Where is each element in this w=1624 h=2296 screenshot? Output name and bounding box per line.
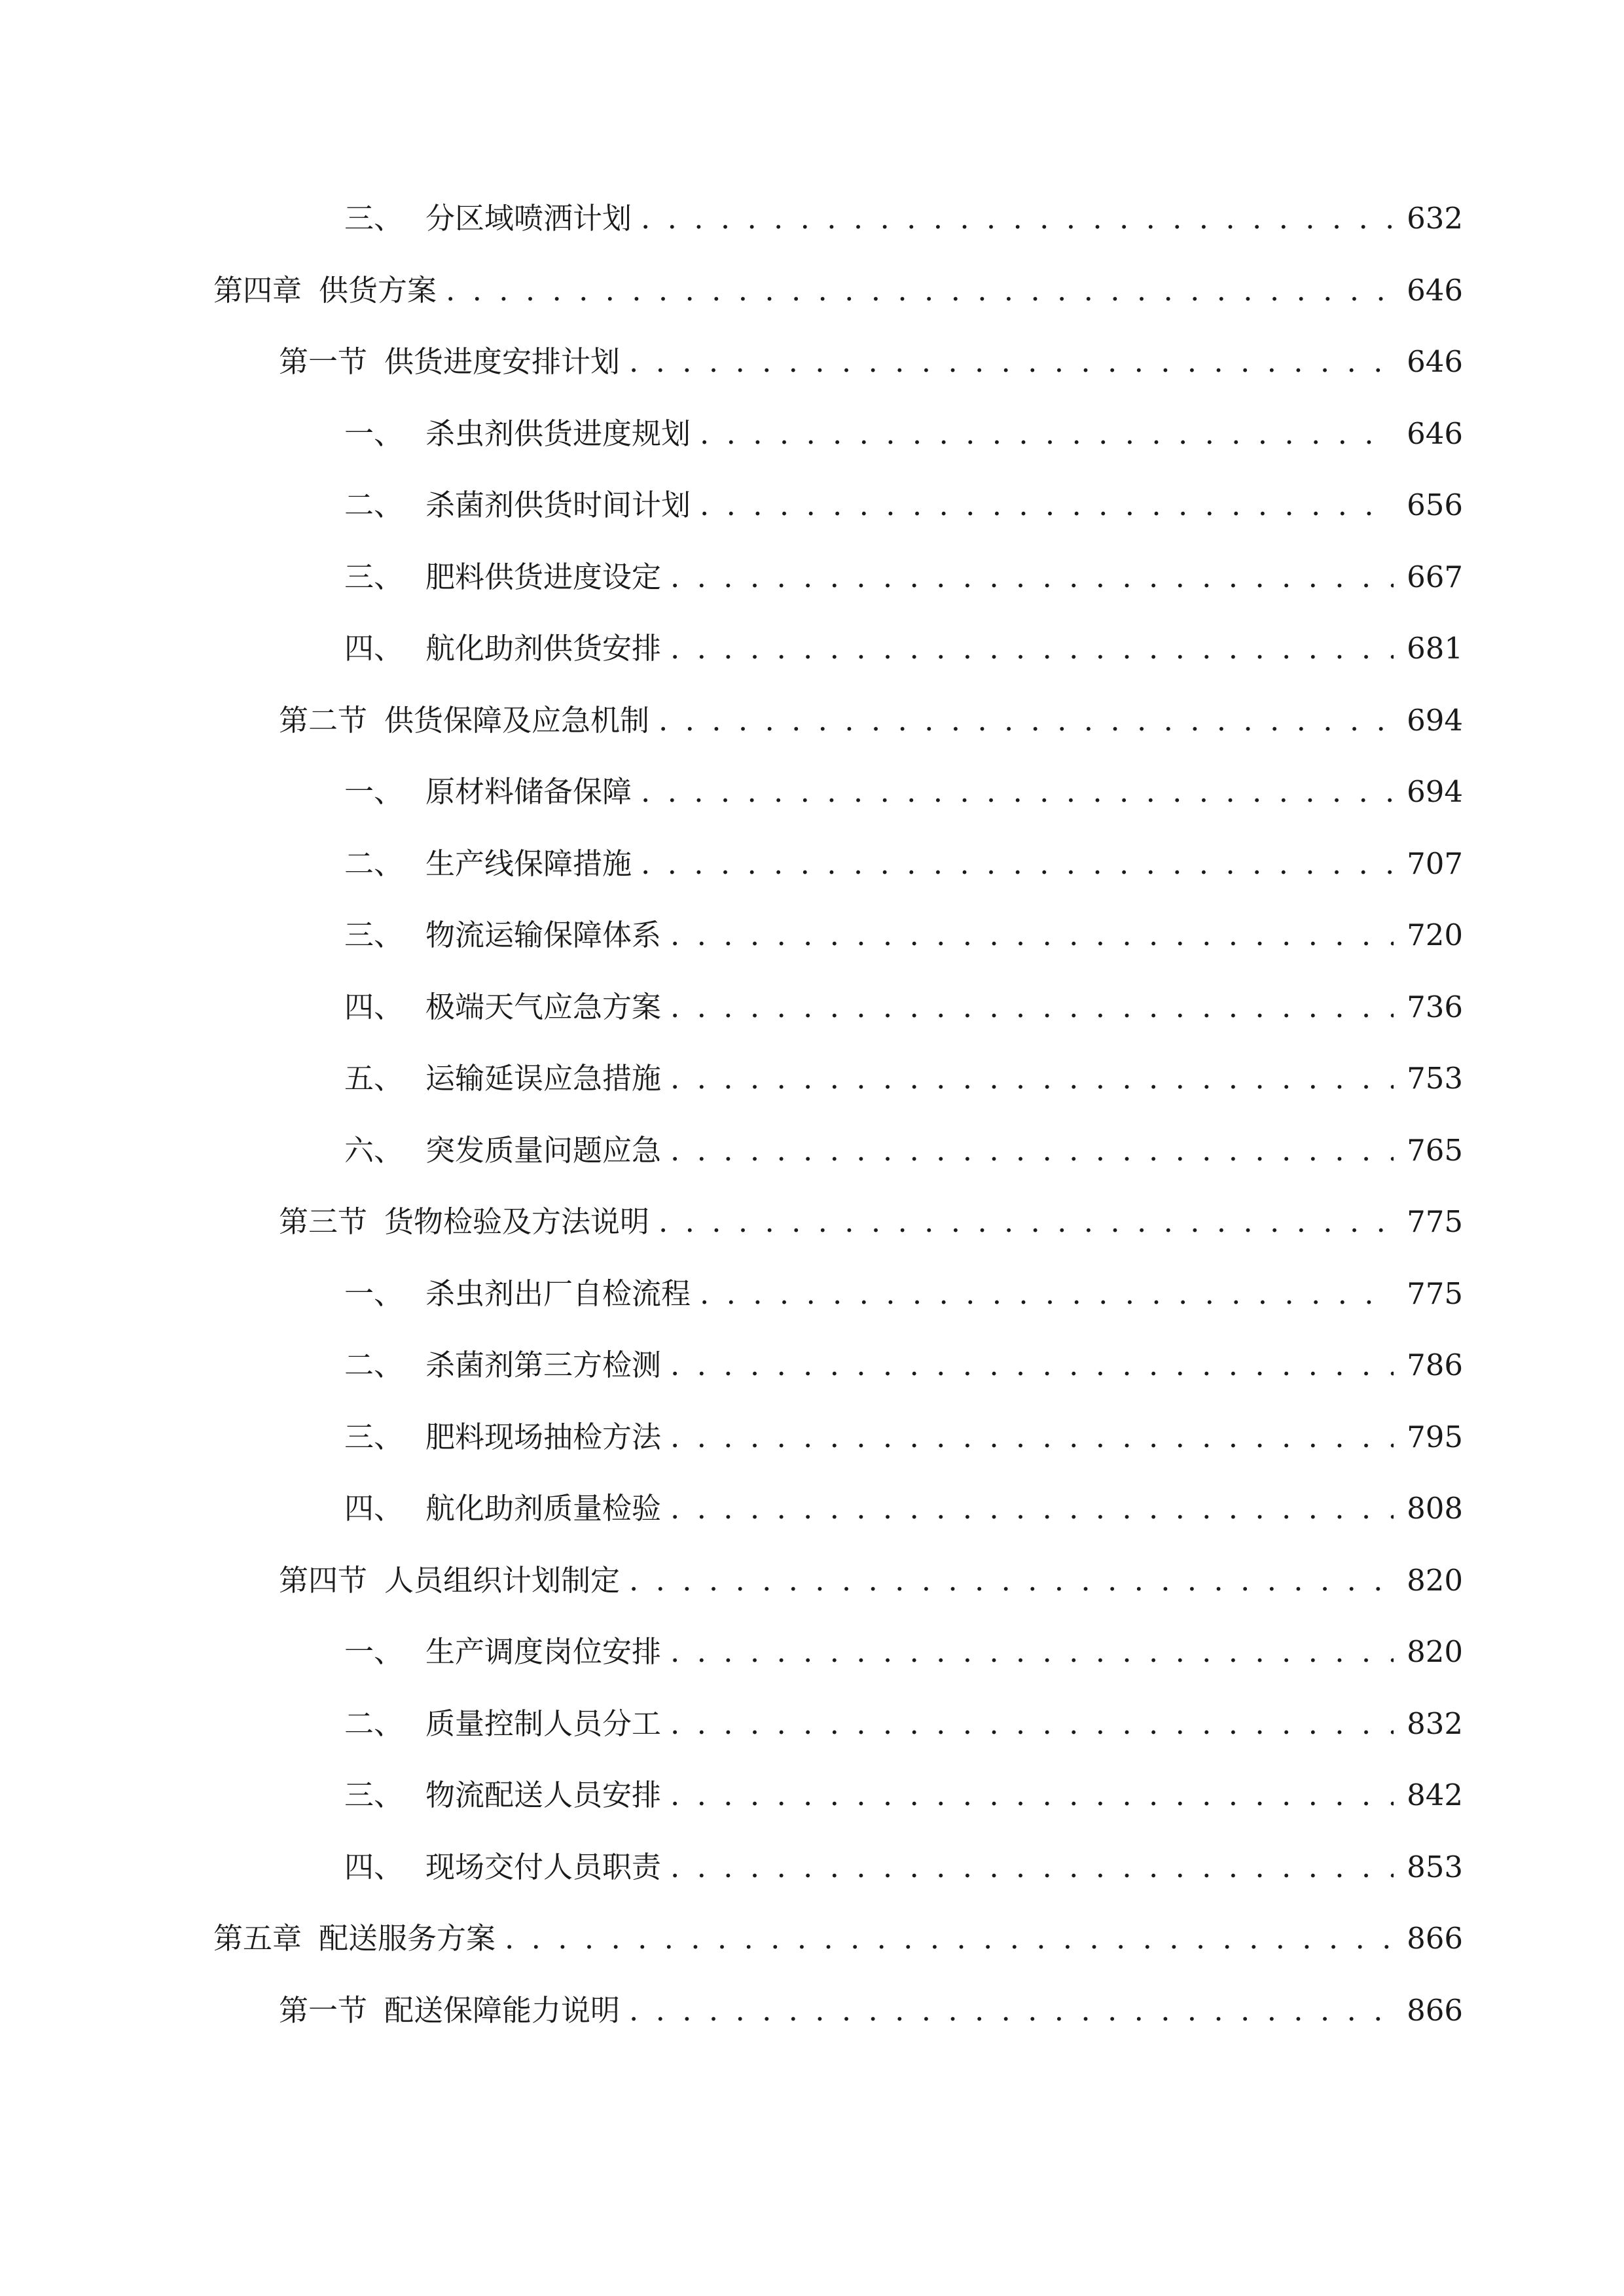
- toc-entry-page: 842: [1407, 1778, 1463, 1812]
- toc-entry-page: 646: [1407, 416, 1463, 451]
- toc-entry[interactable]: [344, 1482, 1463, 1535]
- toc-entry-number: 四、: [344, 1850, 404, 1884]
- toc-entry-number: 第一节: [279, 344, 368, 379]
- toc-entry-page: 808: [1407, 1491, 1463, 1526]
- toc-entry-page: 720: [1407, 918, 1463, 952]
- dot-leader: [670, 622, 1394, 675]
- dot-leader: [446, 264, 1394, 317]
- toc-entry-title: 杀虫剂供货进度规划: [425, 416, 691, 451]
- toc-entry-number: 五、: [344, 1061, 404, 1096]
- toc-entry[interactable]: [344, 1268, 1463, 1320]
- toc-entry[interactable]: [344, 479, 1463, 531]
- toc-entry[interactable]: [344, 1339, 1463, 1391]
- toc-entry-title: 原材料储备保障: [425, 774, 632, 809]
- toc-entry[interactable]: [344, 1124, 1463, 1177]
- dot-leader: [670, 1841, 1394, 1893]
- dot-leader: [670, 1339, 1394, 1391]
- toc-entry-page: 786: [1407, 1348, 1463, 1382]
- toc-entry-page: 795: [1407, 1420, 1463, 1454]
- dot-leader: [670, 981, 1394, 1033]
- toc-entry-title: 物流配送人员安排: [425, 1778, 662, 1812]
- toc-entry-number: 二、: [344, 846, 404, 881]
- toc-entry-page: 753: [1407, 1061, 1463, 1096]
- toc-entry-page: 681: [1407, 631, 1463, 666]
- dot-leader: [505, 1912, 1394, 1965]
- dot-leader: [670, 1482, 1394, 1535]
- toc-entry-number: 二、: [344, 488, 404, 522]
- toc-entry-title: 现场交付人员职责: [425, 1850, 662, 1884]
- toc-entry-number: 三、: [344, 1778, 404, 1812]
- toc-entry-page: 667: [1407, 560, 1463, 594]
- dot-leader: [641, 766, 1394, 818]
- toc-entry-title: 供货保障及应急机制: [384, 703, 650, 738]
- toc-entry-page: 866: [1407, 1921, 1463, 1956]
- toc-entry[interactable]: [213, 264, 1463, 317]
- toc-entry[interactable]: [279, 336, 1463, 388]
- toc-entry[interactable]: [344, 1052, 1463, 1105]
- toc-entry-number: 第五章: [213, 1921, 302, 1956]
- toc-entry-page: 775: [1407, 1276, 1463, 1311]
- toc-entry[interactable]: [344, 1698, 1463, 1750]
- toc-entry-number: 一、: [344, 416, 404, 451]
- toc-entry[interactable]: [213, 1912, 1463, 1965]
- toc-entry-number: 第三节: [279, 1204, 368, 1239]
- toc-entry-number: 六、: [344, 1133, 404, 1168]
- toc-entry-page: 632: [1407, 201, 1463, 236]
- toc-entry-title: 配送服务方案: [319, 1921, 496, 1956]
- toc-entry-title: 生产调度岗位安排: [425, 1634, 662, 1669]
- toc-entry-title: 货物检验及方法说明: [384, 1204, 650, 1239]
- toc-entry-number: 一、: [344, 1634, 404, 1669]
- toc-entry-page: 820: [1407, 1563, 1463, 1598]
- dot-leader: [670, 1124, 1394, 1177]
- toc-entry-number: 二、: [344, 1706, 404, 1741]
- toc-entry-title: 杀菌剂第三方检测: [425, 1348, 662, 1382]
- toc-entry-page: 646: [1407, 344, 1463, 379]
- toc-entry-title: 突发质量问题应急: [425, 1133, 662, 1168]
- toc-entry[interactable]: [344, 766, 1463, 818]
- toc-entry-number: 一、: [344, 774, 404, 809]
- toc-entry-number: 三、: [344, 560, 404, 594]
- toc-entry-number: 第四节: [279, 1563, 368, 1598]
- toc-entry[interactable]: [344, 981, 1463, 1033]
- toc-entry-page: 866: [1407, 1993, 1463, 2028]
- toc-entry-title: 肥料供货进度设定: [425, 560, 662, 594]
- toc-entry-number: 四、: [344, 631, 404, 666]
- toc-entry-number: 三、: [344, 201, 404, 236]
- toc-entry[interactable]: [344, 408, 1463, 460]
- toc-entry-page: 775: [1407, 1204, 1463, 1239]
- toc-entry-title: 航化助剂质量检验: [425, 1491, 662, 1526]
- toc-entry-title: 供货进度安排计划: [384, 344, 621, 379]
- toc-entry-page: 656: [1407, 488, 1463, 522]
- dot-leader: [670, 1626, 1394, 1678]
- dot-leader: [670, 1052, 1394, 1105]
- toc-entry-page: 820: [1407, 1634, 1463, 1669]
- toc-entry-number: 三、: [344, 918, 404, 952]
- toc-entry-title: 杀菌剂供货时间计划: [425, 488, 691, 522]
- toc-entry-number: 三、: [344, 1420, 404, 1454]
- toc-entry-title: 分区域喷洒计划: [425, 201, 632, 236]
- toc-entry-number: 四、: [344, 990, 404, 1024]
- toc-entry-page: 765: [1407, 1133, 1463, 1168]
- toc-entry[interactable]: [344, 1411, 1463, 1463]
- toc-entry-page: 646: [1407, 273, 1463, 308]
- toc-entry-number: 第一节: [279, 1993, 368, 2028]
- toc-entry-title: 航化助剂供货安排: [425, 631, 662, 666]
- toc-entry[interactable]: [344, 551, 1463, 603]
- toc-entry-page: 694: [1407, 774, 1463, 809]
- toc-entry-title: 供货方案: [319, 273, 437, 308]
- toc-entry-number: 一、: [344, 1276, 404, 1311]
- dot-leader: [670, 551, 1394, 603]
- toc-entry[interactable]: [344, 1769, 1463, 1821]
- toc-entry[interactable]: [344, 622, 1463, 675]
- toc-entry-page: 707: [1407, 846, 1463, 881]
- dot-leader: [629, 1984, 1394, 2037]
- toc-entry-page: 832: [1407, 1706, 1463, 1741]
- toc-entry-title: 配送保障能力说明: [384, 1993, 621, 2028]
- toc-entry[interactable]: [344, 1626, 1463, 1678]
- dot-leader: [670, 1769, 1394, 1821]
- dot-leader: [700, 479, 1394, 531]
- toc-entry-number: 第四章: [213, 273, 302, 308]
- toc-entry-title: 物流运输保障体系: [425, 918, 662, 952]
- toc-entry[interactable]: [279, 694, 1463, 747]
- toc-entry-title: 肥料现场抽检方法: [425, 1420, 662, 1454]
- toc-entry-number: 四、: [344, 1491, 404, 1526]
- dot-leader: [629, 1554, 1394, 1607]
- dot-leader: [700, 408, 1394, 460]
- toc-entry-page: 736: [1407, 990, 1463, 1024]
- toc-entry[interactable]: [279, 1984, 1463, 2037]
- dot-leader: [670, 1698, 1394, 1750]
- toc-entry-page: 694: [1407, 703, 1463, 738]
- dot-leader: [659, 1196, 1394, 1248]
- toc-entry-title: 杀虫剂出厂自检流程: [425, 1276, 691, 1311]
- toc-entry[interactable]: [344, 192, 1463, 245]
- toc-entry-number: 第二节: [279, 703, 368, 738]
- dot-leader: [641, 838, 1394, 890]
- toc-entry-title: 生产线保障措施: [425, 846, 632, 881]
- toc-entry-title: 质量控制人员分工: [425, 1706, 662, 1741]
- dot-leader: [629, 336, 1394, 388]
- toc-entry-title: 运输延误应急措施: [425, 1061, 662, 1096]
- dot-leader: [641, 192, 1394, 245]
- toc-entry-number: 二、: [344, 1348, 404, 1382]
- toc-entry[interactable]: [344, 909, 1463, 961]
- dot-leader: [670, 909, 1394, 961]
- toc-entry[interactable]: [344, 1841, 1463, 1893]
- dot-leader: [670, 1411, 1394, 1463]
- toc-entry[interactable]: [279, 1196, 1463, 1248]
- dot-leader: [659, 694, 1394, 747]
- toc-entry[interactable]: [344, 838, 1463, 890]
- toc-entry-page: 853: [1407, 1850, 1463, 1884]
- toc-entry-title: 极端天气应急方案: [425, 990, 662, 1024]
- toc-entry-title: 人员组织计划制定: [384, 1563, 621, 1598]
- toc-entry[interactable]: [279, 1554, 1463, 1607]
- dot-leader: [700, 1268, 1394, 1320]
